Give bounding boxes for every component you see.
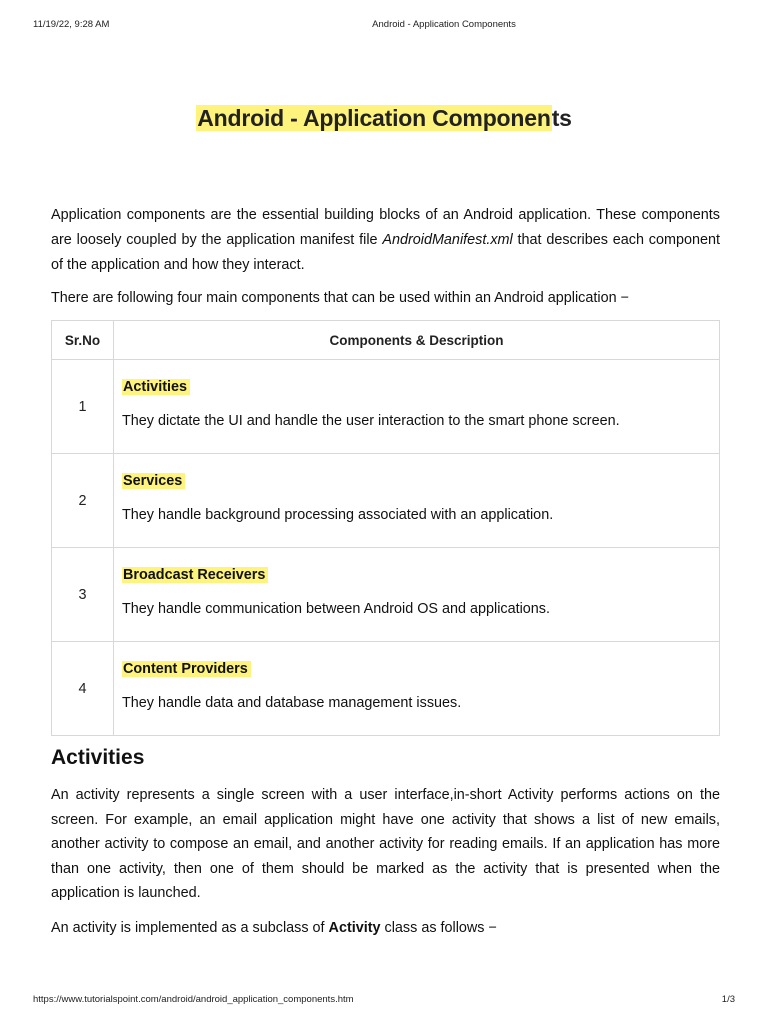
activity-class-name: Activity bbox=[328, 920, 381, 936]
row-number: 4 bbox=[52, 642, 114, 736]
intro-part1: Application components are the essential building blocks of an Android application. These components are loosely coupled by the application manifest file bbox=[51, 207, 720, 248]
components-lead-text: There are following four main components that can be used within an Android application − bbox=[51, 290, 629, 306]
impl-after: class as follows − bbox=[380, 920, 497, 936]
activity-implementation-text bbox=[51, 916, 720, 940]
print-page-title: Android - Application Components bbox=[372, 19, 516, 30]
impl-before: An activity is implemented as a subclass of bbox=[51, 920, 329, 936]
title-highlighted-text: Android - Application Componen bbox=[197, 105, 551, 132]
component-name bbox=[122, 660, 709, 678]
print-footer bbox=[33, 994, 735, 1008]
print-url: https://www.tutorialspoint.com/android/android_application_components.htm bbox=[33, 994, 354, 1005]
component-cell bbox=[114, 642, 720, 736]
component-description: They handle data and database management issues. bbox=[122, 695, 462, 711]
component-cell bbox=[114, 360, 720, 454]
component-name-text: Services bbox=[122, 473, 185, 489]
component-name-text: Activities bbox=[122, 379, 190, 395]
table-row bbox=[52, 642, 720, 736]
manifest-filename: AndroidManifest.xml bbox=[382, 232, 513, 248]
row-number: 3 bbox=[52, 548, 114, 642]
intro-part2: that describes each component of the application and how they interact. bbox=[51, 232, 720, 273]
row-number: 1 bbox=[52, 360, 114, 454]
print-page-number: 1/3 bbox=[721, 994, 735, 1005]
activities-paragraph: An activity represents a single screen with a user interface,in-short Activity performs actions on the screen. For example, an email application might have one activity that shows a list of new emails, another activity to compose an email, and another activity for reading emails. If an application has more than one activity, then one of them should be marked as the activity that is presented when the application is launched. bbox=[51, 787, 720, 902]
component-name-text: Broadcast Receivers bbox=[122, 567, 268, 583]
activities-heading: Activities bbox=[51, 746, 145, 769]
header-srno: Sr.No bbox=[52, 321, 114, 360]
print-datetime: 11/19/22, 9:28 AM bbox=[33, 19, 110, 30]
print-header bbox=[33, 19, 735, 33]
table-row bbox=[52, 548, 720, 642]
component-description: They handle background processing associated with an application. bbox=[122, 507, 554, 523]
component-name bbox=[122, 378, 709, 396]
component-name-text: Content Providers bbox=[122, 661, 251, 677]
intro-paragraph bbox=[51, 203, 720, 278]
component-name bbox=[122, 566, 709, 584]
page-title bbox=[0, 105, 768, 132]
component-description: They handle communication between Android OS and applications. bbox=[122, 601, 550, 617]
row-number: 2 bbox=[52, 454, 114, 548]
header-components-description: Components & Description bbox=[114, 321, 720, 360]
component-description: They dictate the UI and handle the user interaction to the smart phone screen. bbox=[122, 413, 620, 429]
table-row bbox=[52, 360, 720, 454]
component-cell bbox=[114, 548, 720, 642]
components-table bbox=[51, 320, 720, 736]
table-header-row bbox=[52, 321, 720, 360]
component-cell bbox=[114, 454, 720, 548]
component-name bbox=[122, 472, 709, 490]
table-row bbox=[52, 454, 720, 548]
title-rest-text: ts bbox=[551, 105, 572, 132]
